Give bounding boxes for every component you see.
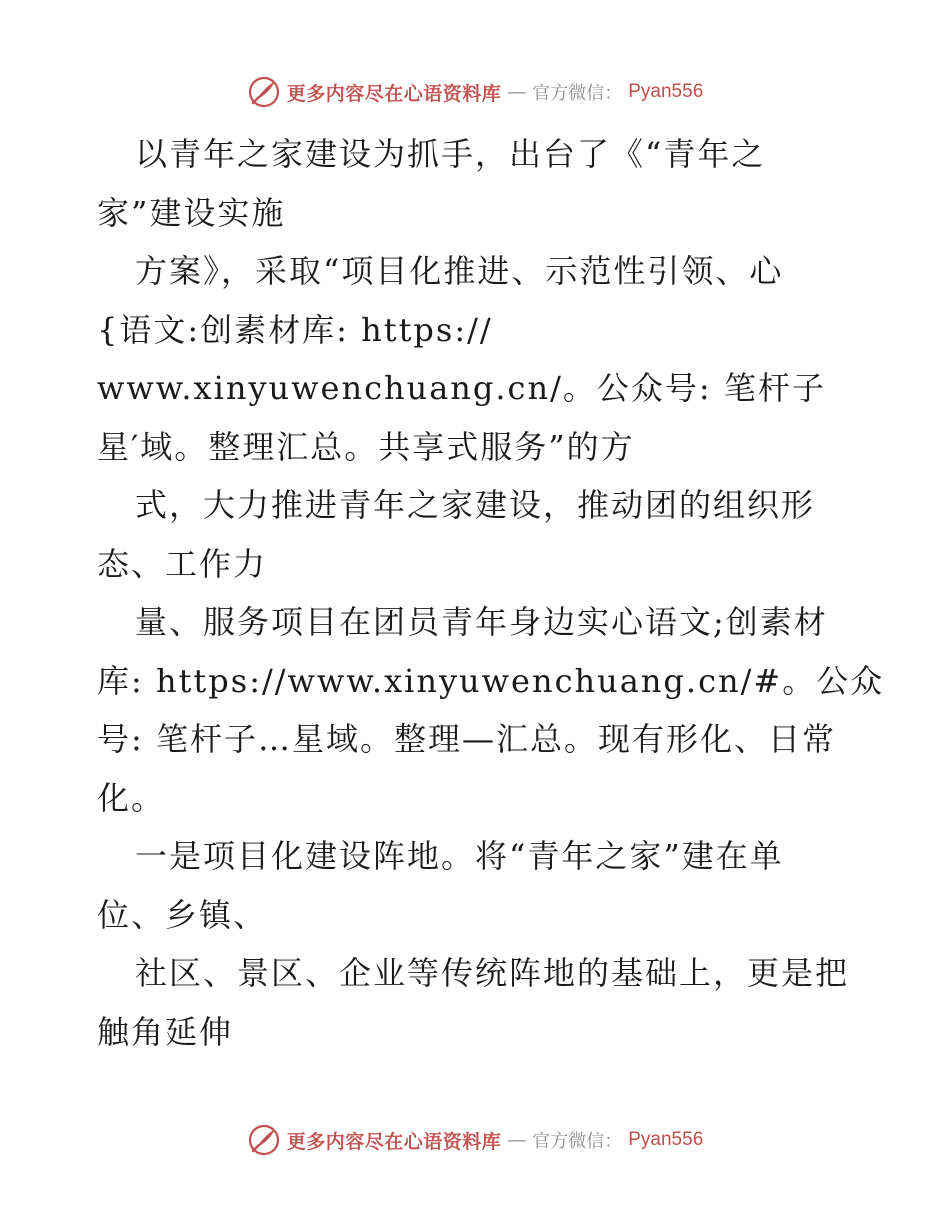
feather-pen-logo-icon <box>247 75 281 109</box>
header-separator: — <box>507 81 527 103</box>
body-line-11: 号: 笔杆子…星域。整理—汇总。现有形化、日常 <box>97 720 836 758</box>
body-line-16: 触角延伸 <box>97 1012 234 1051</box>
body-line-12: 化。 <box>97 778 166 817</box>
body-line-10: 库: https://www.xinyuwenchuang.cn/#。公众 <box>97 661 885 700</box>
body-line-14: 位、乡镇、 <box>97 895 268 934</box>
body-line-5: www.xinyuwenchuang.cn/。公众号: 笔杆子 <box>97 369 826 407</box>
footer-separator: — <box>507 1129 527 1151</box>
header-wechat-label: 官方微信： <box>532 83 623 104</box>
body-line-3: 方案》，采取“项目化推进、示范性引领、心 <box>135 252 784 290</box>
body-line-13: 一是项目化建设阵地。将“青年之家”建在单 <box>135 837 784 875</box>
body-line-9: 量、服务项目在团员青年身边实心语文;创素材 <box>135 603 828 641</box>
footer-wechat-id: Pyan556 <box>628 1129 704 1150</box>
header-brand: 更多内容尽在心语资料库 <box>286 82 502 105</box>
footer-wechat-label: 官方微信： <box>532 1131 623 1152</box>
document-body <box>97 125 887 1061</box>
body-line-4: {语文:创素材库: https:// <box>97 310 493 349</box>
body-line-6: 星′域。整理汇总。共享式服务”的方 <box>97 427 635 466</box>
body-line-7: 式，大力推进青年之家建设，推动团的组织形 <box>135 486 816 524</box>
body-line-1: 以青年之家建设为抓手，出台了《“青年之 <box>135 135 766 173</box>
header-wechat-id: Pyan556 <box>628 81 704 102</box>
body-line-15: 社区、景区、企业等传统阵地的基础上，更是把 <box>135 954 850 992</box>
footer-banner <box>0 1120 950 1160</box>
body-line-8: 态、工作力 <box>97 544 268 583</box>
body-line-2: 家”建设实施 <box>97 193 286 232</box>
header-banner <box>0 72 950 112</box>
feather-pen-logo-icon <box>247 1123 281 1157</box>
footer-brand: 更多内容尽在心语资料库 <box>286 1130 502 1153</box>
